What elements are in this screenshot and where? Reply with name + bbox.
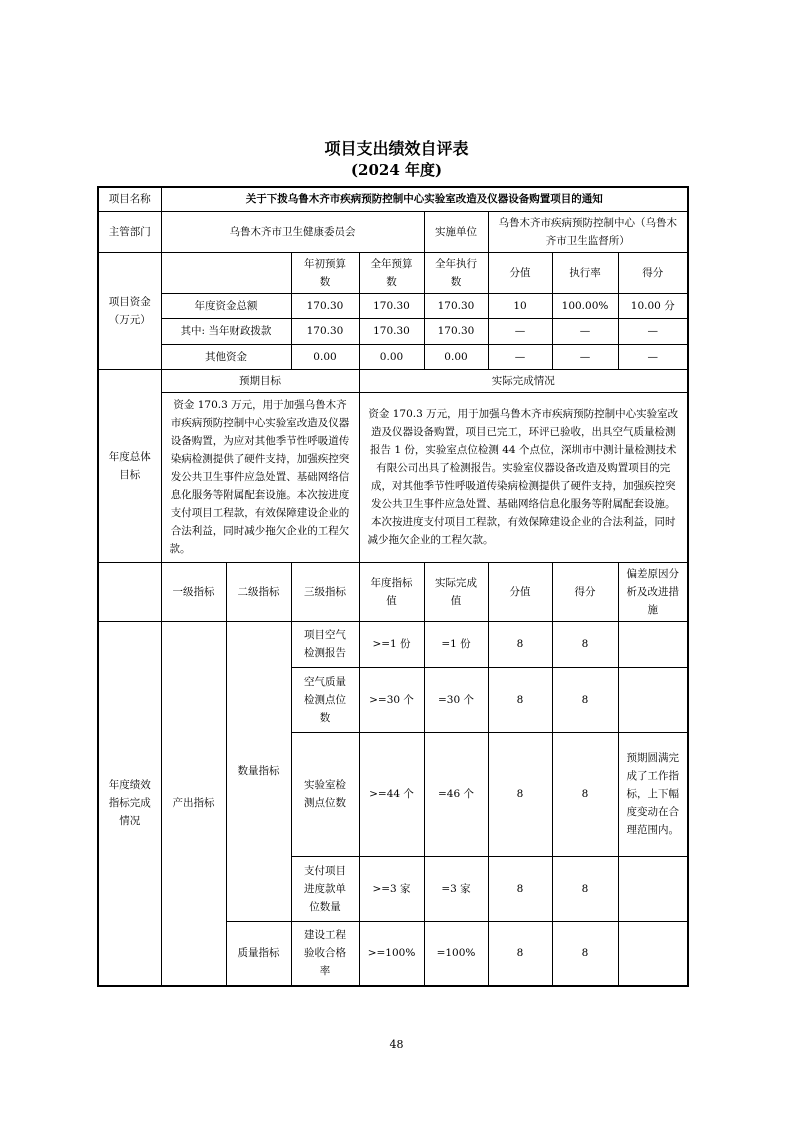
indicator-score: 8 (552, 732, 618, 856)
document-title: 项目支出绩效自评表 (324, 139, 469, 158)
indicator-score-value: 8 (488, 921, 552, 986)
indicator-name: 支付项目进度款单位数量 (291, 856, 359, 921)
funding-empty-header-cell (161, 252, 291, 293)
funding-row-label: 其中: 当年财政拨款 (161, 318, 291, 344)
indicator-score-value: 8 (488, 621, 552, 667)
indicator-header-deviation: 偏差原因分析及改进措施 (618, 562, 688, 621)
project-name-label: 项目名称 (98, 187, 161, 211)
indicator-header-score-value: 分值 (488, 562, 552, 621)
goal-header-row (98, 369, 688, 392)
goal-expected-text: 资金 170.3 万元，用于加强乌鲁木齐市疾病预防控制中心实验室改造及仪器设备购置，为应对其他季节性呼吸道传染病检测提供了硬件支持，加强疾控突发公共卫生事件应急处置、基础网络信息化服务等附属配套设施。本次按进度支付项目工程款，有效保障建设企业的合法利益，同时减少拖欠企业的工程欠款。 (161, 392, 359, 562)
funding-cell: — (552, 318, 618, 344)
funding-cell: 100.00% (552, 293, 618, 318)
funding-cell: 10 (488, 293, 552, 318)
funding-cell: 10.00 分 (618, 293, 688, 318)
funding-cell: — (488, 318, 552, 344)
indicator-score-value: 8 (488, 856, 552, 921)
funding-cell: 170.30 (424, 293, 488, 318)
project-name-row (98, 187, 688, 211)
indicator-level2-quantity: 数量指标 (226, 621, 291, 921)
indicator-header-target: 年度指标值 (359, 562, 424, 621)
indicator-actual: =1 份 (424, 621, 488, 667)
indicator-target: >=1 份 (359, 621, 424, 667)
funding-row-total (98, 293, 688, 318)
indicator-section-label: 年度绩效指标完成情况 (98, 621, 161, 986)
department-row (98, 211, 688, 252)
indicator-name: 空气质量检测点位数 (291, 667, 359, 732)
page-number: 48 (389, 1038, 404, 1051)
funding-header-annual-execution: 全年执行数 (424, 252, 488, 293)
funding-cell: — (552, 344, 618, 369)
indicator-name: 实验室检测点位数 (291, 732, 359, 856)
funding-header-execution-rate: 执行率 (552, 252, 618, 293)
indicator-header-empty-cell (98, 562, 161, 621)
funding-row-label: 年度资金总额 (161, 293, 291, 318)
indicator-name: 项目空气检测报告 (291, 621, 359, 667)
funding-cell: 170.30 (291, 293, 359, 318)
funding-header-annual-budget: 全年预算数 (359, 252, 424, 293)
funding-header-row (98, 252, 688, 293)
funding-cell: — (618, 344, 688, 369)
indicator-deviation: 预期圆满完成了工作指标，上下幅度变动在合理范围内。 (618, 732, 688, 856)
indicator-deviation (618, 667, 688, 732)
department-label: 主管部门 (98, 211, 161, 252)
funding-header-initial-budget: 年初预算数 (291, 252, 359, 293)
indicator-score-value: 8 (488, 732, 552, 856)
indicator-deviation (618, 856, 688, 921)
funding-cell: 170.30 (359, 318, 424, 344)
indicator-actual: =100% (424, 921, 488, 986)
funding-section-label: 项目资金（万元） (98, 252, 161, 369)
indicator-actual: =3 家 (424, 856, 488, 921)
funding-row-fiscal (98, 318, 688, 344)
funding-cell: 0.00 (359, 344, 424, 369)
project-name-value: 关于下拨乌鲁木齐市疾病预防控制中心实验室改造及仪器设备购置项目的通知 (161, 187, 688, 211)
funding-row-label: 其他资金 (161, 344, 291, 369)
indicator-header-level3: 三级指标 (291, 562, 359, 621)
indicator-header-actual: 实际完成值 (424, 562, 488, 621)
funding-cell: 0.00 (424, 344, 488, 369)
indicator-score-value: 8 (488, 667, 552, 732)
indicator-row-air-report (98, 621, 688, 667)
indicator-header-level2: 二级指标 (226, 562, 291, 621)
indicator-score: 8 (552, 921, 618, 986)
indicator-actual: =46 个 (424, 732, 488, 856)
indicator-level2-quality: 质量指标 (226, 921, 291, 986)
funding-header-score: 得分 (618, 252, 688, 293)
goal-actual-text: 资金 170.3 万元，用于加强乌鲁木齐市疾病预防控制中心实验室改造及仪器设备购置，项目已完工，环评已验收，出具空气质量检测报告 1 份，实验室点位检测 44 个点位，深圳市中测计量检测技术有限公司出具了检测报告。实验室仪器设备改造及购置项目的完成，对其他季节性呼吸道传染病检测提供了硬件支持，加强疾控突发公共卫生事件应急处置、基础网络信息化服务等附属配套设施。本次按进度支付项目工程款，有效保障建设企业的合法利益，同时减少拖欠企业的工程欠款。 (359, 392, 688, 562)
indicator-level1-value: 产出指标 (161, 621, 226, 986)
indicator-target: >=44 个 (359, 732, 424, 856)
implementing-unit-value: 乌鲁木齐市疾病预防控制中心（乌鲁木齐市卫生监督所） (488, 211, 688, 252)
indicator-score: 8 (552, 621, 618, 667)
funding-cell: 0.00 (291, 344, 359, 369)
implementing-unit-label: 实施单位 (424, 211, 488, 252)
funding-header-score-value: 分值 (488, 252, 552, 293)
indicator-target: >=30 个 (359, 667, 424, 732)
indicator-target: >=3 家 (359, 856, 424, 921)
funding-cell: 170.30 (424, 318, 488, 344)
funding-cell: — (488, 344, 552, 369)
document-subtitle: (2024 年度) (350, 161, 443, 179)
indicator-header-level1: 一级指标 (161, 562, 226, 621)
goal-expected-header: 预期目标 (161, 369, 359, 392)
indicator-deviation (618, 621, 688, 667)
funding-cell: — (618, 318, 688, 344)
indicator-deviation (618, 921, 688, 986)
indicator-header-score: 得分 (552, 562, 618, 621)
indicator-header-row (98, 562, 688, 621)
indicator-actual: =30 个 (424, 667, 488, 732)
self-evaluation-table (97, 186, 689, 987)
funding-row-other (98, 344, 688, 369)
indicator-score: 8 (552, 667, 618, 732)
goal-actual-header: 实际完成情况 (359, 369, 688, 392)
indicator-name: 建设工程验收合格率 (291, 921, 359, 986)
department-value: 乌鲁木齐市卫生健康委员会 (161, 211, 424, 252)
funding-cell: 170.30 (359, 293, 424, 318)
goal-section-label: 年度总体目标 (98, 369, 161, 562)
funding-cell: 170.30 (291, 318, 359, 344)
indicator-target: >=100% (359, 921, 424, 986)
goal-text-row (98, 392, 688, 562)
indicator-score: 8 (552, 856, 618, 921)
